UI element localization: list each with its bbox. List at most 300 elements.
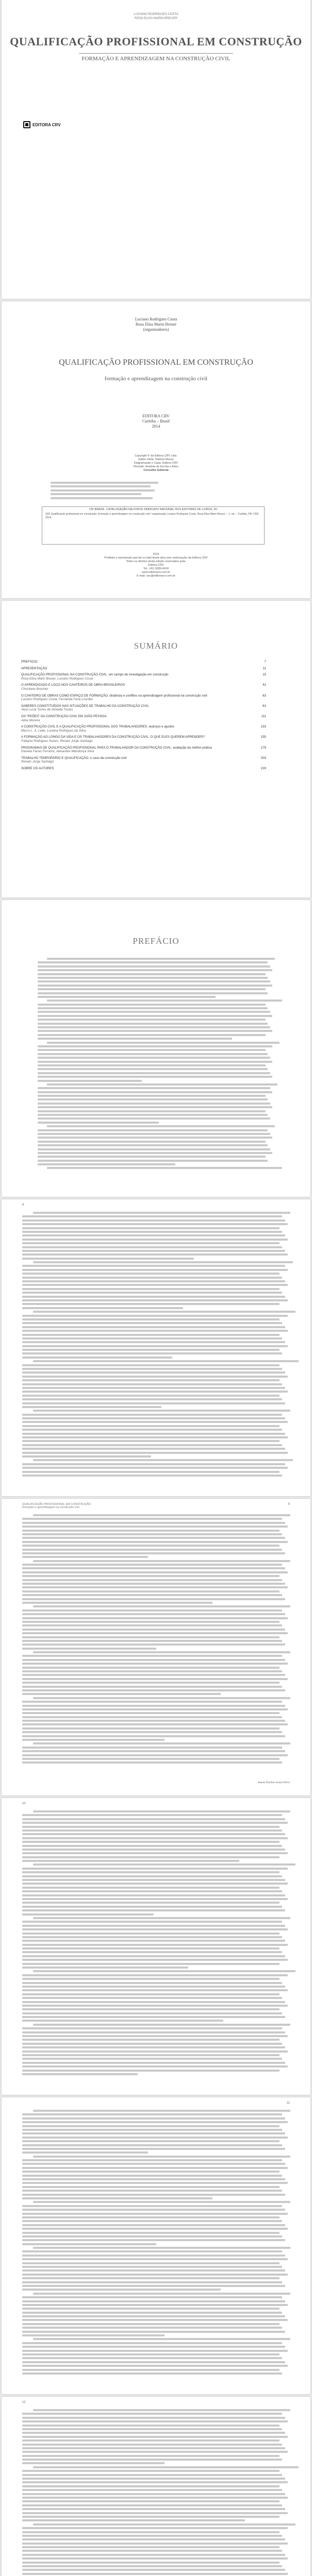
summary-item	[21, 673, 266, 681]
text-line	[22, 2232, 280, 2234]
text-line	[22, 2500, 280, 2502]
text-line	[22, 1234, 285, 1236]
text-line	[22, 1909, 285, 1911]
text-line	[22, 2519, 245, 2521]
text-line	[22, 2137, 288, 2139]
text-line	[22, 1624, 282, 1626]
summary-item-page: 11	[262, 666, 266, 670]
text-line	[22, 2220, 282, 2222]
author-role: (organizadores)	[143, 327, 169, 332]
summary-item-heading: O APRENDIZADO E LOCO NOS CANTEIROS DE OBRA BRASILEIROS	[21, 683, 125, 687]
text-line	[38, 1034, 266, 1036]
text-line	[38, 1144, 268, 1146]
text-line	[22, 2178, 285, 2180]
text-line	[22, 2369, 280, 2371]
text-line	[22, 1265, 285, 1267]
text-line	[22, 2171, 280, 2173]
summary-item-page: 81	[262, 704, 266, 708]
text-line	[38, 1098, 268, 1100]
text-line	[22, 1636, 280, 1638]
summary-item-title	[21, 694, 259, 702]
text-line	[38, 1007, 268, 1009]
text-line	[38, 996, 216, 998]
text-line	[22, 2070, 280, 2072]
text-line	[38, 1072, 270, 1074]
text-line	[22, 1963, 280, 1965]
text-line	[22, 1936, 282, 1938]
text-line	[22, 1613, 285, 1615]
cover-page	[2, 0, 310, 299]
text-line	[38, 977, 268, 979]
text-line	[47, 1083, 277, 1086]
text-line	[22, 2535, 282, 2537]
text-line	[22, 1242, 280, 1244]
summary-item	[21, 704, 266, 712]
body-text	[22, 1212, 290, 1478]
text-line	[22, 2039, 280, 2041]
running-header-title: QUALIFICAÇÃO PROFISSIONAL EM CONSTRUÇÃO	[22, 1503, 91, 1506]
summary-item-page: 63	[262, 693, 266, 698]
text-line	[22, 1609, 282, 1612]
summary-item-page: 133	[260, 725, 266, 729]
text-line	[22, 2357, 282, 2359]
text-line	[22, 1395, 280, 1397]
text-line	[22, 1826, 280, 1828]
text-line	[22, 1705, 285, 1707]
text-line	[38, 1049, 266, 1051]
text-line	[22, 2269, 285, 2272]
text-line	[38, 973, 266, 975]
text-line	[22, 2353, 280, 2355]
title-page-authors	[2, 317, 310, 332]
text-line	[22, 1860, 239, 1862]
text-line	[22, 2508, 285, 2510]
publisher-year: 2014	[152, 424, 160, 429]
text-line	[22, 2565, 282, 2567]
text-line	[22, 2497, 288, 2499]
text-line	[22, 1379, 280, 1381]
text-line	[22, 1349, 280, 1351]
text-line	[22, 2046, 285, 2048]
summary-list	[21, 660, 266, 773]
text-line	[22, 1875, 282, 1877]
cover-title: QUALIFICAÇÃO PROFISSIONAL EM CONSTRUÇÃO	[10, 35, 302, 48]
summary-item	[21, 767, 266, 771]
summary-item-title	[21, 725, 259, 733]
summary-item-heading: SOBRE OS AUTORES	[21, 766, 54, 770]
text-line	[38, 1133, 270, 1135]
text-line	[22, 2315, 285, 2317]
text-line	[38, 1011, 270, 1013]
catalog-header: CIP-BRASIL. CATALOGAÇÃO-NA-FONTE SINDICATO NACIONAL DOS EDITORES DE LIVROS, RJ	[89, 508, 218, 511]
text-line	[22, 1643, 285, 1646]
text-line	[22, 1533, 282, 1535]
text-line	[22, 1868, 288, 1870]
text-line	[22, 1720, 285, 1722]
text-line	[22, 1890, 282, 1892]
text-line	[22, 1402, 285, 1404]
text-line	[22, 1902, 280, 1904]
text-line	[22, 1280, 285, 1282]
text-line	[22, 2334, 165, 2336]
text-line	[33, 2523, 296, 2526]
text-page	[2, 1199, 310, 1496]
text-line	[22, 1674, 285, 1676]
text-line	[22, 1364, 280, 1366]
text-line	[38, 1122, 159, 1124]
text-page	[2, 1499, 310, 1795]
text-line	[47, 999, 282, 1002]
text-line	[22, 2073, 138, 2075]
summary-item-authors: Renato Jorge Santiago	[21, 760, 54, 764]
text-line	[22, 1475, 282, 1477]
text-line	[22, 1898, 288, 1900]
text-line	[22, 1337, 282, 1340]
text-line	[38, 1068, 268, 1070]
text-line	[22, 1541, 288, 1543]
text-line	[22, 2224, 285, 2226]
text-line	[22, 1814, 282, 1816]
summary-item-title	[21, 704, 259, 712]
text-line	[22, 2175, 282, 2177]
text-line	[38, 1057, 270, 1059]
text-line	[22, 1617, 288, 1619]
text-line	[38, 1117, 270, 1120]
text-line	[22, 2485, 280, 2487]
summary-item-heading: APRESENTAÇÃO	[21, 666, 47, 670]
text-line	[22, 2277, 280, 2279]
text-line	[22, 1231, 282, 1233]
text-line	[22, 1239, 288, 1241]
text-line	[22, 1471, 280, 1473]
text-line	[38, 1004, 266, 1006]
text-line	[22, 1940, 285, 1942]
text-line	[33, 1697, 290, 1699]
text-line	[38, 1087, 270, 1089]
text-line	[22, 1894, 285, 1896]
text-line	[22, 1383, 282, 1385]
text-line	[22, 1246, 282, 1248]
text-line	[22, 1655, 282, 1657]
text-line	[22, 2159, 282, 2161]
text-line	[38, 1045, 272, 1047]
text-line	[22, 1250, 285, 1252]
imprint-email: E-mail: sac@editoracrv.com.br	[137, 574, 175, 578]
text-line	[22, 2027, 282, 2029]
text-line	[22, 1371, 285, 1374]
text-line	[22, 2262, 280, 2264]
text-line	[38, 1163, 175, 1165]
text-line	[22, 2151, 148, 2154]
text-line	[22, 1567, 285, 1569]
text-line	[22, 1303, 280, 1305]
text-line	[22, 2350, 288, 2352]
text-line	[22, 2144, 282, 2146]
summary-item-authors: Vera Lucia Torres de Almeida Tostes	[21, 708, 73, 712]
text-line	[33, 2409, 290, 2411]
text-line	[22, 1871, 280, 1873]
text-line	[22, 1663, 288, 1665]
text-line	[22, 1406, 161, 1408]
summary-item-title	[21, 767, 259, 771]
summary-item-title	[21, 683, 259, 691]
text-line	[22, 1913, 154, 1916]
text-line	[22, 1590, 280, 1592]
title-page-publisher	[2, 414, 310, 429]
text-line	[33, 1970, 296, 1972]
text-line	[22, 2054, 280, 2056]
text-line	[22, 2425, 280, 2427]
text-line	[38, 1064, 266, 1066]
text-line	[22, 2113, 282, 2115]
text-page	[2, 2097, 310, 2394]
summary-item-page: 219	[260, 766, 266, 770]
text-line	[22, 1277, 282, 1279]
author: Luciano Rodrigues Costa	[135, 317, 177, 321]
text-line	[22, 2417, 285, 2419]
text-line	[22, 1925, 285, 1927]
summary-item	[21, 735, 266, 743]
preface-page	[2, 900, 310, 1197]
text-line	[22, 1602, 212, 1604]
text-line	[22, 2050, 288, 2053]
text-line	[22, 1708, 288, 1710]
text-line	[22, 2058, 282, 2060]
text-line	[33, 2156, 290, 2158]
summary-item-heading: TRABALHO TEMPORÁRIO E QUALIFICAÇÃO: o caso da construção civil	[21, 756, 127, 760]
summary-item-authors: Rosa Elisa Marin Breuer, Luciano Rodrigues Costa	[21, 676, 93, 681]
text-line	[22, 1833, 285, 1835]
text-line	[22, 2432, 285, 2434]
preface-signature: Jaques Paulino Souza Paiva	[257, 1781, 290, 1784]
text-line	[38, 1152, 272, 1154]
text-line	[22, 1452, 288, 1454]
text-line	[22, 2516, 280, 2518]
text-line	[33, 1560, 290, 1562]
text-line	[38, 1137, 272, 1139]
text-line	[22, 1712, 280, 1714]
text-line	[22, 1837, 288, 1839]
text-line	[38, 1110, 266, 1112]
text-line	[22, 2012, 282, 2014]
text-line	[22, 1849, 285, 1851]
text-line	[22, 2197, 212, 2199]
text-line	[22, 2167, 288, 2169]
summary-item-authors: Aline Moreira	[21, 718, 40, 722]
text-line	[22, 1993, 280, 1995]
text-line	[38, 1114, 268, 1116]
text-line	[22, 2365, 288, 2367]
text-line	[22, 2235, 282, 2238]
text-line	[22, 1288, 280, 1290]
text-line	[22, 1579, 282, 1581]
summary-item-title	[21, 667, 259, 671]
text-line	[22, 2296, 282, 2298]
text-line	[33, 2201, 290, 2203]
text-line	[22, 1463, 285, 1465]
summary-item-authors: Daniela Farias Ferrarini, Alexandre Mendonça Silva	[21, 750, 94, 754]
text-line	[22, 1906, 282, 1908]
text-line	[22, 2274, 288, 2276]
text-line	[22, 2163, 285, 2165]
text-line	[22, 2239, 285, 2241]
running-header	[22, 1503, 91, 1509]
text-line	[22, 2342, 282, 2344]
text-line	[22, 2573, 288, 2575]
text-line	[33, 1311, 296, 1313]
text-line	[22, 1334, 280, 1336]
text-line	[33, 1261, 293, 1263]
text-line	[38, 1015, 272, 1017]
summary-item-title	[21, 715, 259, 722]
running-header-subtitle: formação e aprendizagem na construção civil	[22, 1506, 79, 1509]
text-line	[38, 1091, 272, 1093]
text-line	[22, 1822, 288, 1824]
text-line	[22, 1315, 288, 1317]
imprint-rights: Proibida a reprodução parcial ou total desta obra sem autorização da Editora CRV	[104, 556, 208, 560]
summary-item-heading: OS “PEÕES” DA CONSTRUÇÃO CIVIL EM JOÃO PESSOA	[21, 714, 107, 718]
text-line	[22, 2031, 285, 2033]
text-line	[22, 1928, 288, 1930]
publisher-name: EDITORA CRV	[142, 414, 170, 418]
text-line	[22, 2455, 280, 2457]
text-line	[22, 1670, 282, 1672]
text-line	[22, 2557, 288, 2560]
cover-subtitle: FORMAÇÃO E APRENDIZAGEM NA CONSTRUÇÃO CIVIL	[81, 56, 231, 62]
summary-item-heading: SABERES CONSTITUÍDOS NAS SITUAÇÕES DE TRABALHO DA CONSTRUÇÃO CIVIL	[21, 704, 149, 708]
summary-item	[21, 694, 266, 702]
summary-item-page: 155	[260, 735, 266, 739]
text-line	[38, 1030, 272, 1032]
text-line	[22, 2043, 282, 2045]
text-line	[22, 2554, 285, 2556]
author: Rosa Elisa Marin Breuer	[135, 322, 177, 327]
text-line	[22, 2361, 285, 2363]
text-line	[22, 2478, 285, 2480]
text-line	[22, 1982, 282, 1984]
council-heading: Conselho Editorial	[143, 469, 169, 472]
text-line	[22, 2008, 280, 2010]
text-line	[22, 1215, 282, 1217]
preface-text	[38, 958, 275, 1171]
text-line	[38, 1103, 270, 1105]
text-line	[22, 1571, 288, 1573]
text-line	[22, 1632, 288, 1634]
text-line	[38, 1148, 270, 1150]
text-line	[22, 1754, 288, 1756]
summary-item-page: 179	[260, 745, 266, 750]
text-line	[22, 2308, 280, 2310]
text-line	[22, 1352, 282, 1354]
text-line	[38, 992, 268, 994]
logo-text: EDITORA CRV	[32, 122, 61, 127]
text-line	[22, 2527, 288, 2529]
text-line	[22, 2182, 288, 2184]
text-line	[38, 988, 266, 990]
imprint-publisher: Editora CRV	[148, 564, 164, 567]
text-line	[22, 1414, 282, 1416]
text-line	[22, 2020, 223, 2022]
text-line	[22, 2543, 288, 2545]
text-line	[22, 1978, 280, 1980]
imprint-reserved: Todos os direitos desta edição reservados pela:	[126, 560, 186, 563]
text-line	[22, 1253, 288, 1256]
text-line	[22, 1723, 288, 1725]
summary-item-page: 111	[261, 714, 266, 718]
text-line	[22, 1387, 285, 1389]
text-line	[22, 1758, 280, 1760]
cover-author: ROSA ELISA MARIN BREUER	[135, 17, 177, 20]
text-line	[22, 2035, 288, 2037]
editorial-council-list	[51, 482, 164, 501]
summary-item-heading: QUALIFICAÇÃO PROFISSIONAL NA CONSTRUÇÃO CIVIL: um campo de investigação em construção	[21, 673, 169, 677]
text-line	[22, 2266, 282, 2268]
review-credit: Revisão: Analista de Escrita e Artes	[134, 465, 178, 468]
text-line	[22, 2451, 288, 2453]
text-line	[33, 1410, 290, 1412]
text-line	[22, 1879, 285, 1881]
text-line	[22, 1997, 282, 1999]
text-line	[33, 1459, 293, 1461]
text-line	[22, 2209, 285, 2211]
text-line	[22, 1526, 288, 1528]
text-line	[22, 1537, 285, 1539]
text-line	[22, 2304, 288, 2306]
text-line	[22, 1219, 285, 1222]
text-line	[22, 1727, 280, 1730]
text-line	[22, 1856, 280, 1858]
summary-item	[21, 715, 266, 722]
body-text	[22, 2409, 290, 2576]
text-line	[22, 1326, 285, 1328]
text-line	[22, 2243, 156, 2245]
text-line	[22, 1829, 282, 1832]
text-line	[22, 2562, 280, 2564]
summary-item-title	[21, 673, 259, 681]
text-line	[22, 2140, 280, 2142]
text-line	[22, 1682, 280, 1684]
text-line	[38, 961, 268, 963]
text-line	[22, 1852, 288, 1854]
text-line	[22, 2372, 282, 2375]
summary-item-heading: A CONSTRUÇÃO CIVIL E A QUALIFICAÇÃO PROFISSIONAL DOS TRABALHADORES: avanços e ajustes	[21, 725, 174, 729]
text-page	[2, 2397, 310, 2576]
text-line	[22, 1530, 280, 1532]
text-line	[22, 2504, 282, 2506]
text-line	[22, 1417, 285, 1419]
text-line	[22, 1750, 285, 1752]
summary-item-page: 41	[262, 683, 266, 687]
text-line	[22, 2117, 285, 2120]
text-line	[22, 2331, 285, 2333]
text-line	[22, 2346, 285, 2348]
text-line	[22, 2436, 288, 2438]
text-line	[22, 1989, 288, 1991]
text-line	[22, 1357, 172, 1359]
title-page-title: QUALIFICAÇÃO PROFISSIONAL EM CONSTRUÇÃO	[59, 358, 253, 367]
text-line	[22, 1467, 288, 1469]
text-line	[22, 2065, 288, 2067]
summary-item-heading: PROGRAMAS DE QUALIFICAÇÃO PROFISSIONAL PARA O TRABALHADOR DA CONSTRUÇÃO CIVIL: avaliação da melhor prática	[21, 745, 212, 750]
summary-item-heading: PREFÁCIO	[21, 660, 38, 664]
text-line	[22, 1678, 288, 1680]
text-line	[22, 2459, 282, 2461]
text-line	[33, 1863, 296, 1866]
text-line	[22, 1292, 282, 1294]
text-line	[22, 2428, 282, 2430]
text-line	[22, 1556, 148, 1558]
text-line	[22, 2319, 288, 2321]
